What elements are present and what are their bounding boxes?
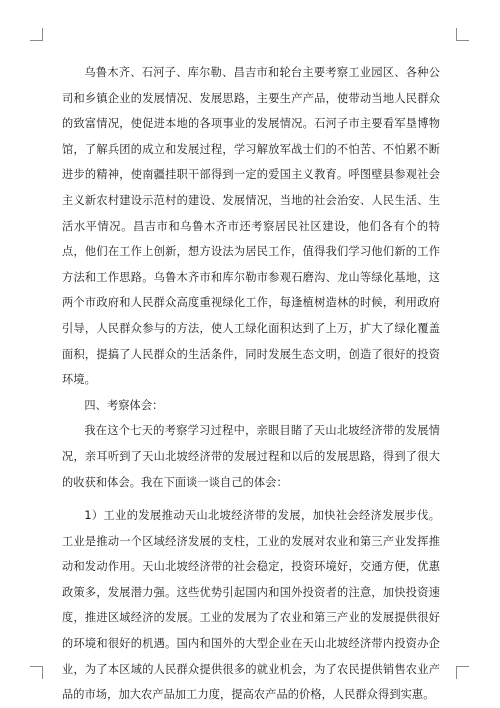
- crop-mark-top-left: [30, 28, 43, 41]
- document-body: [62, 60, 440, 708]
- crop-mark-bottom-right: [456, 666, 469, 679]
- paragraph-seven-day-study: 我在这个七天的考察学习过程中，亲眼目睹了天山北坡经济带的发展情况，亲耳听到了天山北坡经济带的发展过程和以后的发展思路，得到了很大的收获和体会。我在下面谈一谈自己的体会：: [62, 424, 440, 489]
- crop-mark-top-right: [456, 28, 469, 41]
- paragraph-inspection-overview: 乌鲁木齐、石河子、库尔勒、昌吉市和轮台主要考察工业园区、各种公司和乡镇企业的发展情况、发展思路，主要生产产品，使带动当地人民群众的致富情况，使促进本地的各项事业的发展情况。石河子市主要看军垦博物馆，了解兵团的成立和发展过程，学习解放军战士们的不怕苦、不怕累不断进步的精神，使南疆挂职干部得到一定的爱国主义教育。呼图壁县参观社会主义新农村建设示范村的建设、发展情况，当地的社会治安、人民生活、生活水平情况。昌吉市和乌鲁木齐市还考察居民社区建设，他们各有个的特点，他们在工作上创新，想方设法为居民工作，值得我们学习他们新的工作方法和工作思路。乌鲁木齐市和库尔勒市参观石磨沟、龙山等绿化基地，这两个市政府和人民群众高度重视绿化工作，每逢植树造林的时候，利用政府引导，人民群众参与的方法，使人工绿化面积达到了上万，扩大了绿化覆盖面积，提搞了人民群众的生活条件，同时发展生态文明，创造了很好的投资环境。: [62, 66, 440, 387]
- section-heading-inspection-experience: 四、考察体会：: [84, 398, 164, 412]
- crop-mark-bottom-left: [30, 666, 43, 679]
- paragraph-industry-development: 1）工业的发展推动天山北坡经济带的发展，加快社会经济发展步伐。工业是推动一个区域经济发展的支柱，工业的发展对农业和第三产业发挥推动和发动作用。天山北坡经济带的社会稳定，投资环境好，交通方便，优惠政策多，发展潜力强。这些优势引起国内和国外投资者的注意，加快投资速度，推进区域经济的发展。工业的发展为了农业和第三产业的发展提供很好的环境和很好的机遇。国内和国外的大型企业在天山北坡经济带内投资办企业，为了本区域的人民群众提供很多的就业机会，为了农民提供销售农业产品的市场，加大农产品加工力度，提高农产品的价格，人民群众得到实惠。: [62, 509, 440, 702]
- paragraph-spacer: [62, 495, 440, 503]
